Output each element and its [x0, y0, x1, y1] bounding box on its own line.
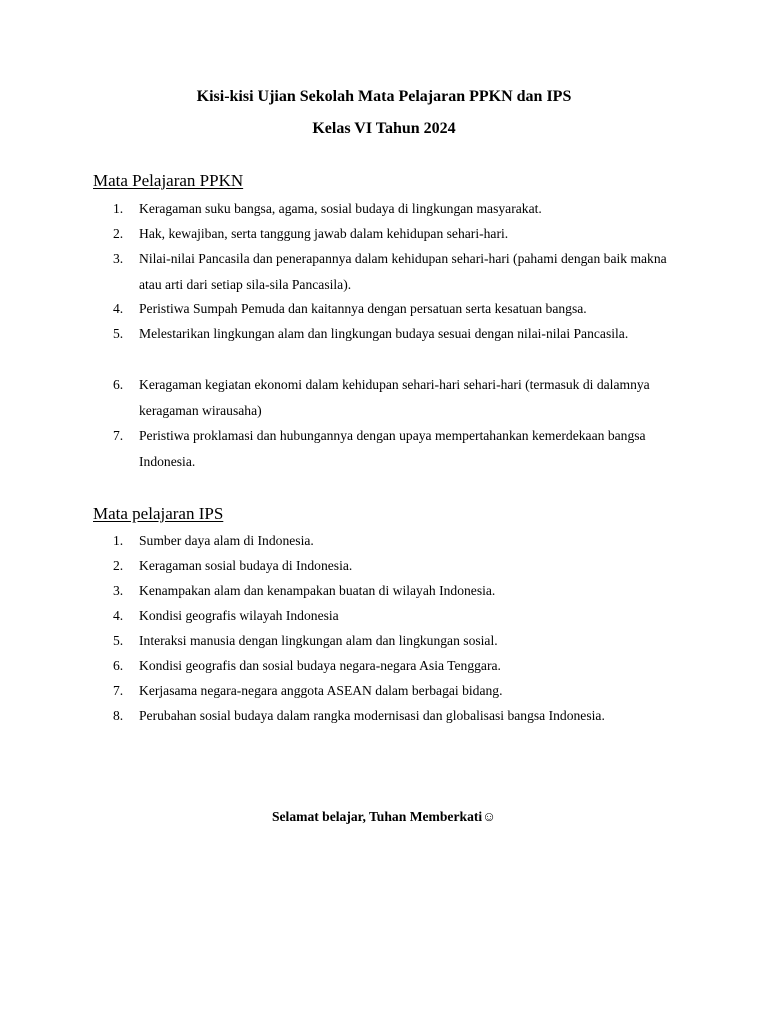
- list-item-text: Kondisi geografis dan sosial budaya negara-negara Asia Tenggara.: [139, 658, 501, 673]
- list-item-text: Kerjasama negara-negara anggota ASEAN dalam berbagai bidang.: [139, 683, 503, 698]
- list-item-text: Keragaman kegiatan ekonomi dalam kehidupan sehari-hari sehari-hari (termasuk di dalamnya keragaman wirausaha): [139, 377, 650, 418]
- list-item-number: 5.: [113, 633, 124, 648]
- list-item-number: 7.: [113, 428, 124, 443]
- section-heading-ppkn: Mata Pelajaran PPKN: [93, 171, 244, 190]
- list-item: [113, 703, 673, 729]
- list-item-number: 3.: [113, 251, 124, 266]
- list-item: [113, 221, 673, 247]
- list-item: [113, 296, 673, 322]
- list-item: [113, 321, 673, 347]
- closing-message: Selamat belajar, Tuhan Memberkati☺: [271, 809, 497, 824]
- list-item-text: Melestarikan lingkungan alam dan lingkungan budaya sesuai dengan nilai-nilai Pancasila.: [139, 326, 629, 341]
- list-item-text: Sumber daya alam di Indonesia.: [139, 533, 314, 548]
- list-item-text: Keragaman sosial budaya di Indonesia.: [139, 558, 353, 573]
- list-item-text: Keragaman suku bangsa, agama, sosial budaya di lingkungan masyarakat.: [139, 201, 542, 216]
- list-item: [113, 603, 673, 629]
- list-item-text: Interaksi manusia dengan lingkungan alam dan lingkungan sosial.: [139, 633, 498, 648]
- list-item-number: 6.: [113, 377, 124, 392]
- list-item: [113, 372, 673, 423]
- list-item: [113, 553, 673, 579]
- section-heading-ips: Mata pelajaran IPS: [93, 504, 224, 523]
- list-item-number: 4.: [113, 608, 124, 623]
- list-item-number: 3.: [113, 583, 124, 598]
- list-item-text: Hak, kewajiban, serta tanggung jawab dalam kehidupan sehari-hari.: [139, 226, 509, 241]
- list-item-text: Kondisi geografis wilayah Indonesia: [139, 608, 339, 623]
- list-item-number: 5.: [113, 326, 124, 341]
- list-item-number: 2.: [113, 226, 124, 241]
- document-title: Kisi-kisi Ujian Sekolah Mata Pelajaran PPKN dan IPS: [196, 88, 572, 105]
- document-subtitle: Kelas VI Tahun 2024: [312, 120, 456, 137]
- list-item-number: 7.: [113, 683, 124, 698]
- list-item: [113, 423, 673, 474]
- list-item: [113, 528, 673, 554]
- list-item: [113, 628, 673, 654]
- list-item-number: 8.: [113, 708, 124, 723]
- list-item-number: 1.: [113, 533, 124, 548]
- list-item-text: Peristiwa proklamasi dan hubungannya dengan upaya mempertahankan kemerdekaan bangsa Indonesia.: [139, 428, 646, 469]
- list-item-text: Kenampakan alam dan kenampakan buatan di wilayah Indonesia.: [139, 583, 496, 598]
- list-item: [113, 653, 673, 679]
- list-item: [113, 196, 673, 222]
- list-item-number: 1.: [113, 201, 124, 216]
- list-item-number: 6.: [113, 658, 124, 673]
- list-item: [113, 578, 673, 604]
- list-item: [113, 678, 673, 704]
- list-item-text: Peristiwa Sumpah Pemuda dan kaitannya dengan persatuan serta kesatuan bangsa.: [139, 301, 587, 316]
- list-item-text: Perubahan sosial budaya dalam rangka modernisasi dan globalisasi bangsa Indonesia.: [139, 708, 605, 723]
- list-item-number: 2.: [113, 558, 124, 573]
- list-item: [113, 246, 673, 297]
- list-item-text: Nilai-nilai Pancasila dan penerapannya dalam kehidupan sehari-hari (pahami dengan baik makna atau arti dari setiap sila-sila Pancasila).: [139, 251, 667, 292]
- list-item-number: 4.: [113, 301, 124, 316]
